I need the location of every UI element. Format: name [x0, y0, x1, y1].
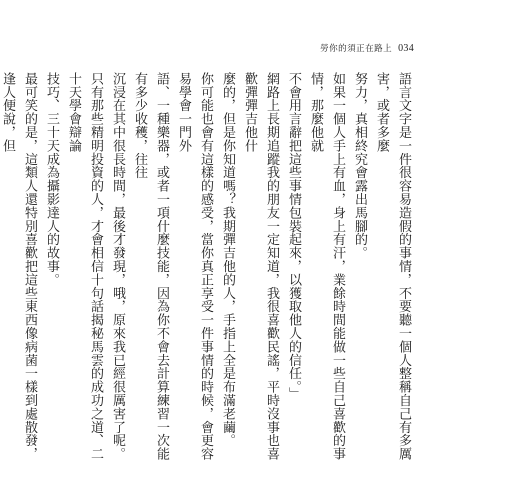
text-line: 只有那些精明投資的人，才會相信十句話揭秘馬雲的成功之道、二十天學會辯論 — [66, 72, 103, 461]
text-line: 語、一種樂器，或者一項什麼技能，因為你不會去計算練習一次能有多少收穫，往往 — [132, 72, 169, 461]
text-line: 努力，真相終究會露出馬腳的。 — [352, 72, 367, 260]
text-line: 不會用言辭把這些事情包裝起來，以獲取他人的信任。」 — [286, 72, 301, 401]
text-line: 網路上長期追蹤我的朋友一定知道，我很喜歡民謠，平時沒事也喜歡彈彈吉他什 — [242, 72, 279, 461]
text-line: 如果一個人手上有血，身上有汗，業餘時間能做一些自己喜歡的事情，那麼他就 — [308, 72, 345, 461]
vertical-body-text — [0, 72, 414, 472]
text-line: 沉浸在其中很長時間，最後才發現，哦，原來我已經很厲害了呢。 — [110, 72, 125, 461]
text-line: 語言文字是一件很容易造假的事情，不要聽一個人整稱自己有多厲害，或者多麼 — [374, 72, 411, 461]
text-line: 技巧、三十天成為攝影達人的故事。 — [44, 72, 59, 287]
running-head — [320, 42, 414, 54]
page-number: 034 — [398, 43, 414, 54]
running-head-title: 勞你的須正在路上 — [320, 44, 393, 54]
text-line: 最可笑的是，這類人還特別喜歡把這些東西像病菌一樣到處散發，逢人便說，但 — [0, 72, 37, 461]
text-line: 麼的，但是你知道嗎？我期彈吉他的人，手指上全是布滿老繭。 — [220, 72, 235, 448]
text-line: 你可能也會有這樣的感受，當你真正享受一件事情的時候，會更容易學會一門外 — [176, 72, 213, 461]
